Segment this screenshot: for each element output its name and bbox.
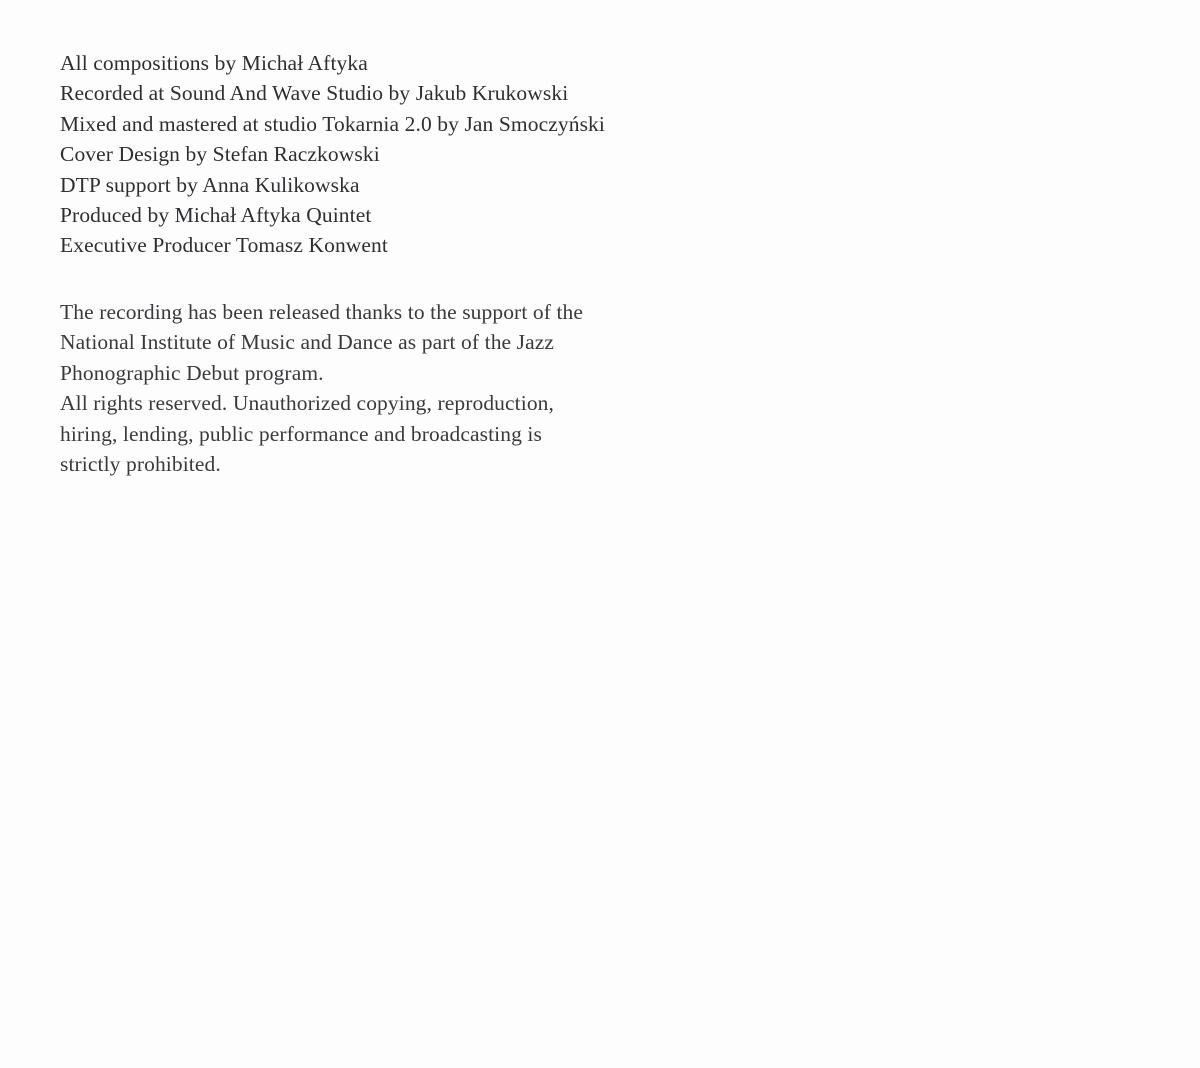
legal-line: The recording has been released thanks to the support of the — [60, 300, 584, 324]
credit-line: All compositions by Michał Aftyka — [60, 51, 368, 75]
legal-line: hiring, lending, public performance and broadcasting is — [60, 421, 542, 446]
credit-line: Cover Design by Stefan Raczkowski — [60, 142, 380, 167]
legal-notice-block — [60, 297, 760, 479]
credit-line: Mixed and mastered at studio Tokarnia 2.0 by Jan Smoczyński — [60, 111, 605, 136]
legal-line: Phonographic Debut program. — [60, 360, 324, 385]
credits-block — [60, 48, 760, 261]
legal-line: strictly prohibited. — [60, 452, 221, 477]
legal-line: National Institute of Music and Dance as part of the Jazz — [60, 330, 555, 355]
legal-line: All rights reserved. Unauthorized copying, reproduction, — [60, 391, 554, 416]
credit-line: Produced by Michał Aftyka Quintet — [60, 203, 372, 228]
credit-line: Recorded at Sound And Wave Studio by Jakub Krukowski — [60, 81, 569, 106]
credit-line: DTP support by Anna Kulikowska — [60, 172, 360, 197]
credit-line: Executive Producer Tomasz Konwent — [60, 233, 388, 258]
